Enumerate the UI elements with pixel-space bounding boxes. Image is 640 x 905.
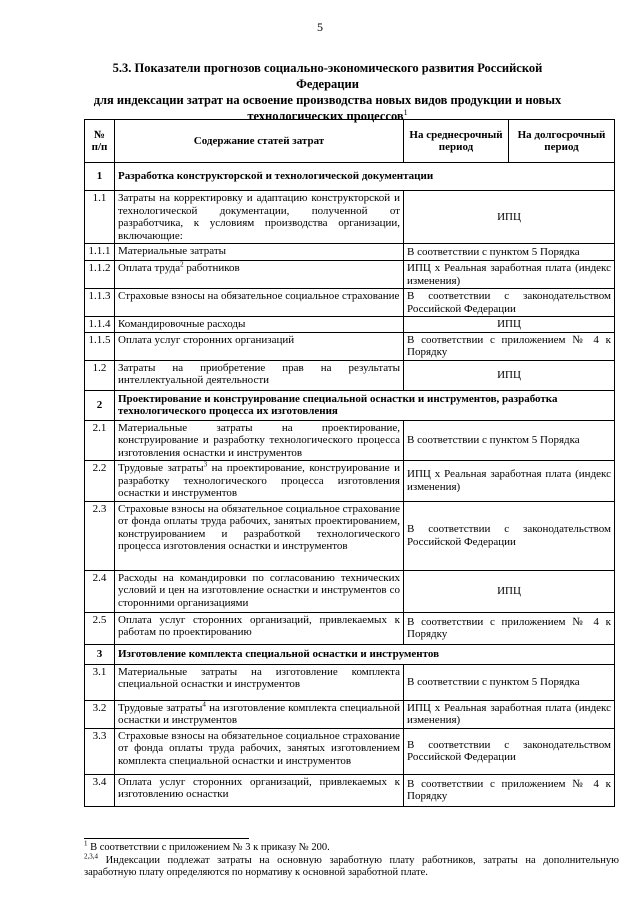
row-indexation-value: ИПЦ х Реальная заработная плата (индекс изменения) bbox=[404, 261, 615, 289]
table-row bbox=[85, 570, 615, 612]
footnote-separator bbox=[84, 838, 249, 839]
row-content: Страховые взносы на обязательное социальное страхование bbox=[115, 289, 404, 317]
table-row bbox=[85, 664, 615, 700]
row-indexation-value: В соответствии с законодательством Российской Федерации bbox=[404, 289, 615, 317]
row-content: Страховые взносы на обязательное социальное страхование от фонда оплаты труда рабочих, занятых проектированием, конструированием и разработкой технологического процесса изготовления оснастки и инструментов bbox=[115, 501, 404, 570]
footnote-mark: 2 bbox=[180, 260, 184, 269]
section-title-cell: Проектирование и конструирование специальной оснастки и инструментов, разработка технологического процесса их изготовления bbox=[115, 390, 615, 420]
title-line-3: технологических процессов$^1$ bbox=[247, 107, 408, 123]
row-number: 3.1 bbox=[85, 664, 115, 700]
table-row bbox=[85, 261, 615, 289]
table-row bbox=[85, 332, 615, 360]
row-indexation-value: ИПЦ bbox=[404, 191, 615, 244]
row-content: Трудовые затраты$^4$ на изготовление комплекта специальной оснастки и инструментов bbox=[115, 700, 404, 728]
section-title-cell: Изготовление комплекта специальной оснастки и инструментов bbox=[115, 644, 615, 664]
table-row bbox=[85, 728, 615, 774]
row-number: 2.3 bbox=[85, 501, 115, 570]
row-number: 1.1 bbox=[85, 191, 115, 244]
row-indexation-value: В соответствии с законодательством Российской Федерации bbox=[404, 728, 615, 774]
row-content: Расходы на командировки по согласованию технических условий и цен на изготовление оснастки и инструментов со сторонними организациями bbox=[115, 570, 404, 612]
section-row bbox=[85, 390, 615, 420]
table-row bbox=[85, 461, 615, 502]
row-number: 2.4 bbox=[85, 570, 115, 612]
row-content: Затраты на корректировку и адаптацию конструкторской и технологической документации, полученной от разработчика, к условиям производства организации, включающие: bbox=[115, 191, 404, 244]
row-indexation-value: ИПЦ х Реальная заработная плата (индекс изменения) bbox=[404, 700, 615, 728]
footnote-1: $^1$ В соответствии с приложением № 3 к приказу № 200. bbox=[84, 839, 330, 853]
section-row bbox=[85, 163, 615, 191]
row-content: Оплата услуг сторонних организаций, привлекаемых к работам по проектированию bbox=[115, 612, 404, 644]
section-row bbox=[85, 644, 615, 664]
row-content: Оплата услуг сторонних организаций bbox=[115, 332, 404, 360]
row-content: Материальные затраты bbox=[115, 244, 404, 261]
cost-indexation-table bbox=[84, 119, 615, 807]
row-indexation-value: В соответствии с пунктом 5 Порядка bbox=[404, 244, 615, 261]
row-content: Материальные затраты на проектирование, конструирование и разработку технологического процесса изготовления оснастки и инструментов bbox=[115, 420, 404, 461]
table-row bbox=[85, 612, 615, 644]
row-number: 2.1 bbox=[85, 420, 115, 461]
row-content: Трудовые затраты$^3$ на проектирование, конструирование и разработку технологического процесса изготовления оснастки и инструментов bbox=[115, 461, 404, 502]
row-number: 2.2 bbox=[85, 461, 115, 502]
section-number: 2 bbox=[85, 390, 115, 420]
header-medium-term: На среднесрочный период bbox=[404, 120, 509, 163]
row-number: 3.4 bbox=[85, 774, 115, 806]
row-indexation-value: В соответствии с законодательством Российской Федерации bbox=[404, 501, 615, 570]
row-number: 1.1.5 bbox=[85, 332, 115, 360]
section-title bbox=[80, 60, 575, 124]
row-content: Оплата труда$^2$ работников bbox=[115, 261, 404, 289]
table-row bbox=[85, 191, 615, 244]
table-row bbox=[85, 244, 615, 261]
table-row bbox=[85, 360, 615, 390]
title-footnote-mark: 1 bbox=[403, 107, 408, 117]
title-line-2: для индексации затрат на освоение производства новых видов продукции и новых bbox=[93, 93, 562, 107]
row-number: 1.2 bbox=[85, 360, 115, 390]
row-indexation-value: В соответствии с приложением № 4 к Порядку bbox=[404, 332, 615, 360]
title-line-1: 5.3. Показатели прогнозов социально-экономического развития Российской Федерации bbox=[112, 61, 543, 91]
header-num: № п/п bbox=[85, 120, 115, 163]
section-number: 1 bbox=[85, 163, 115, 191]
row-indexation-value: В соответствии с приложением № 4 к Порядку bbox=[404, 612, 615, 644]
header-content: Содержание статей затрат bbox=[115, 120, 404, 163]
table-row bbox=[85, 317, 615, 333]
row-indexation-value: В соответствии с пунктом 5 Порядка bbox=[404, 420, 615, 461]
row-indexation-value: В соответствии с пунктом 5 Порядка bbox=[404, 664, 615, 700]
row-number: 1.1.1 bbox=[85, 244, 115, 261]
row-indexation-value: ИПЦ bbox=[404, 360, 615, 390]
row-content: Командировочные расходы bbox=[115, 317, 404, 333]
table-row bbox=[85, 774, 615, 806]
row-content: Затраты на приобретение прав на результаты интеллектуальной деятельности bbox=[115, 360, 404, 390]
table-row bbox=[85, 700, 615, 728]
table-row bbox=[85, 289, 615, 317]
footnote-mark: 4 bbox=[202, 699, 206, 708]
footnote-2: $^{2,3,4}$ Индексации подлежат затраты на основную заработную плату работников, затраты на дополнительную заработную плату определяются по нормативу к основной заработной плате. bbox=[84, 852, 619, 878]
page-number: 5 bbox=[317, 20, 323, 34]
row-content: Страховые взносы на обязательное социальное страхование от фонда оплаты труда рабочих, занятых изготовлением комплекта специальной оснастки и инструментов bbox=[115, 728, 404, 774]
row-content: Материальные затраты на изготовление комплекта специальной оснастки и инструментов bbox=[115, 664, 404, 700]
row-indexation-value: В соответствии с приложением № 4 к Порядку bbox=[404, 774, 615, 806]
row-number: 3.3 bbox=[85, 728, 115, 774]
row-number: 3.2 bbox=[85, 700, 115, 728]
table-row bbox=[85, 501, 615, 570]
row-indexation-value: ИПЦ х Реальная заработная плата (индекс изменения) bbox=[404, 461, 615, 502]
row-number: 1.1.2 bbox=[85, 261, 115, 289]
section-number: 3 bbox=[85, 644, 115, 664]
row-content: Оплата услуг сторонних организаций, привлекаемых к изготовлению оснастки bbox=[115, 774, 404, 806]
footnote-mark: 3 bbox=[203, 460, 208, 469]
row-number: 1.1.4 bbox=[85, 317, 115, 333]
row-number: 2.5 bbox=[85, 612, 115, 644]
row-indexation-value: ИПЦ bbox=[404, 570, 615, 612]
header-long-term: На долгосрочный период bbox=[509, 120, 615, 163]
section-title-cell: Разработка конструкторской и технологической документации bbox=[115, 163, 615, 191]
row-indexation-value: ИПЦ bbox=[404, 317, 615, 333]
row-number: 1.1.3 bbox=[85, 289, 115, 317]
table-row bbox=[85, 420, 615, 461]
